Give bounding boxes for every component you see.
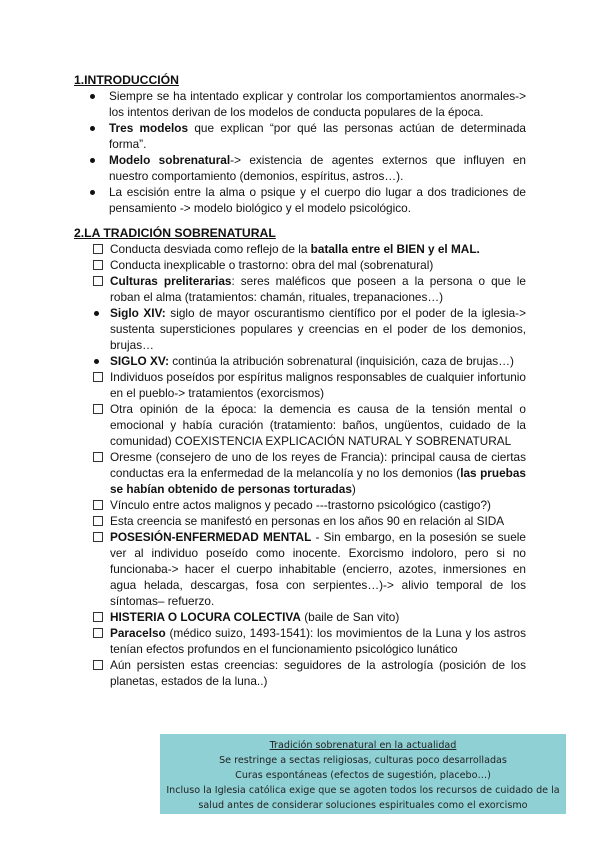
list-item — [74, 625, 526, 657]
list-item — [74, 273, 526, 305]
checkbox-icon — [93, 660, 103, 670]
item-bold-text: las pruebas se habían obtenido de personas torturadas — [110, 466, 526, 496]
item-bold-text: Culturas preliterarias — [110, 274, 232, 288]
item-text: (baile de San vito) — [300, 610, 400, 624]
item-text: Siempre se ha intentado explicar y controlar los comportamientos anormales-> los intentos derivan de los modelos de conducta populares de la época. — [109, 89, 526, 119]
item-text: Otra opinión de la época: la demencia es causa de la tensión mental o emocional y había curación (tratamiento: baños, ungüentos, cuidado de la comunidad) COEXISTENCIA EXPLICACIÓN NATURAL Y SOBRENATURAL — [110, 402, 526, 448]
item-bold-text: batalla entre el BIEN y el MAL. — [310, 242, 480, 256]
list-item — [74, 513, 526, 529]
item-text: : seres maléficos que poseen a la persona o que le roban el alma (tratamientos: chamán, rituales, trepanaciones…) — [110, 274, 526, 304]
bullet-icon — [94, 359, 99, 364]
checkbox-icon — [93, 260, 103, 270]
callout-line: Curas espontáneas (efectos de sugestión, placebo…) — [235, 770, 491, 781]
item-bold-text: Paracelso — [110, 626, 166, 640]
list-item — [74, 257, 526, 273]
callout-line: Incluso la Iglesia católica exige que se agoten todos los recursos de cuidado de la salud antes de considerar soluciones espirituales como el exorcismo — [166, 785, 560, 811]
list-item — [74, 241, 526, 257]
item-text: Conducta desviada como reflejo de la — [110, 242, 311, 256]
item-bold-text: POSESIÓN-ENFERMEDAD MENTAL — [110, 530, 312, 544]
item-text: Individuos poseídos por espíritus malignos responsables de cualquier infortunio en el pueblo-> tratamientos (exorcismos) — [110, 370, 526, 400]
bullet-icon — [90, 94, 95, 99]
item-bold-text: Modelo sobrenatural — [109, 153, 231, 167]
checkbox-icon — [93, 612, 103, 622]
bullet-icon — [90, 190, 95, 195]
item-bold-text: Tres modelos — [109, 121, 189, 135]
list-item — [74, 449, 526, 497]
checkbox-icon — [93, 372, 103, 382]
list-item — [74, 353, 526, 369]
section-2-list — [74, 241, 526, 689]
item-text: Aún persisten estas creencias: seguidores de la astrología (posición de los planetas, estados de la luna..) — [110, 658, 526, 688]
list-item — [74, 401, 526, 449]
item-text: siglo de mayor oscurantismo científico por el poder de la iglesia-> sustenta supersticiones populares y creencias en el poder de los demonios, brujas… — [110, 306, 527, 352]
list-item — [74, 529, 526, 609]
list-item — [74, 657, 526, 689]
callout-box — [160, 734, 566, 814]
checkbox-icon — [93, 276, 103, 286]
item-bold-text: HISTERIA O LOCURA COLECTIVA — [110, 610, 301, 624]
list-item — [74, 305, 526, 353]
item-text: (médico suizo, 1493-1541): los movimientos de la Luna y los astros tenían efectos profundos en el funcionamiento psicológico lunático — [110, 626, 526, 656]
item-text: Vínculo entre actos malignos y pecado ---trastorno psicológico (castigo?) — [110, 498, 491, 512]
bullet-icon — [90, 126, 95, 131]
section-2-heading: 2.LA TRADICIÓN SOBRENATURAL — [74, 226, 276, 240]
list-item — [74, 88, 526, 120]
item-text: - Sin embargo, en la posesión se suele ver al individuo poseído como inocente. Exorcismo indoloro, pero si no funcionaba-> hacer el cuerpo inhabitable (encierro, azotes, inmersiones en agua helada, descargas, fosa con serpientes…)-> alivio temporal de los síntomas– refuerzo. — [110, 530, 526, 608]
checkbox-icon — [93, 628, 103, 638]
item-bold-text: Siglo XIV: — [110, 306, 166, 320]
checkbox-icon — [93, 516, 103, 526]
list-item — [74, 184, 526, 216]
list-item — [74, 120, 526, 152]
section-1-list — [74, 88, 526, 216]
checkbox-icon — [93, 532, 103, 542]
item-text: ) — [351, 482, 356, 496]
document-content — [74, 72, 526, 689]
item-text: Esta creencia se manifestó en personas en los años 90 en relación al SIDA — [110, 514, 505, 528]
bullet-icon — [90, 158, 95, 163]
list-item — [74, 497, 526, 513]
checkbox-icon — [93, 500, 103, 510]
checkbox-icon — [93, 452, 103, 462]
checkbox-icon — [93, 244, 103, 254]
item-text: Oresme (consejero de uno de los reyes de Francia): principal causa de ciertas conductas era la enfermedad de la melancolía y no los demonios ( — [110, 450, 526, 480]
list-item — [74, 609, 526, 625]
list-item — [74, 152, 526, 184]
item-text: Conducta inexplicable o trastorno: obra del mal (sobrenatural) — [110, 258, 434, 272]
list-item — [74, 369, 526, 401]
item-text: -> existencia de agentes externos que influyen en nuestro comportamiento (demonios, espíritus, astros…). — [109, 153, 526, 183]
checkbox-icon — [93, 404, 103, 414]
section-1-heading: 1.INTRODUCCIÓN — [74, 73, 179, 87]
item-text: La escisión entre la alma o psique y el cuerpo dio lugar a dos tradiciones de pensamiento -> modelo biológico y el modelo psicológico. — [109, 185, 526, 215]
callout-title: Tradición sobrenatural en la actualidad — [269, 740, 457, 751]
item-text: continúa la atribución sobrenatural (inquisición, caza de brujas…) — [169, 354, 514, 368]
item-text: que explican “por qué las personas actúan de determinada forma”. — [109, 121, 526, 151]
callout-line: Se restringe a sectas religiosas, culturas poco desarrolladas — [219, 755, 507, 766]
bullet-icon — [94, 311, 99, 316]
item-bold-text: SIGLO XV: — [110, 354, 169, 368]
